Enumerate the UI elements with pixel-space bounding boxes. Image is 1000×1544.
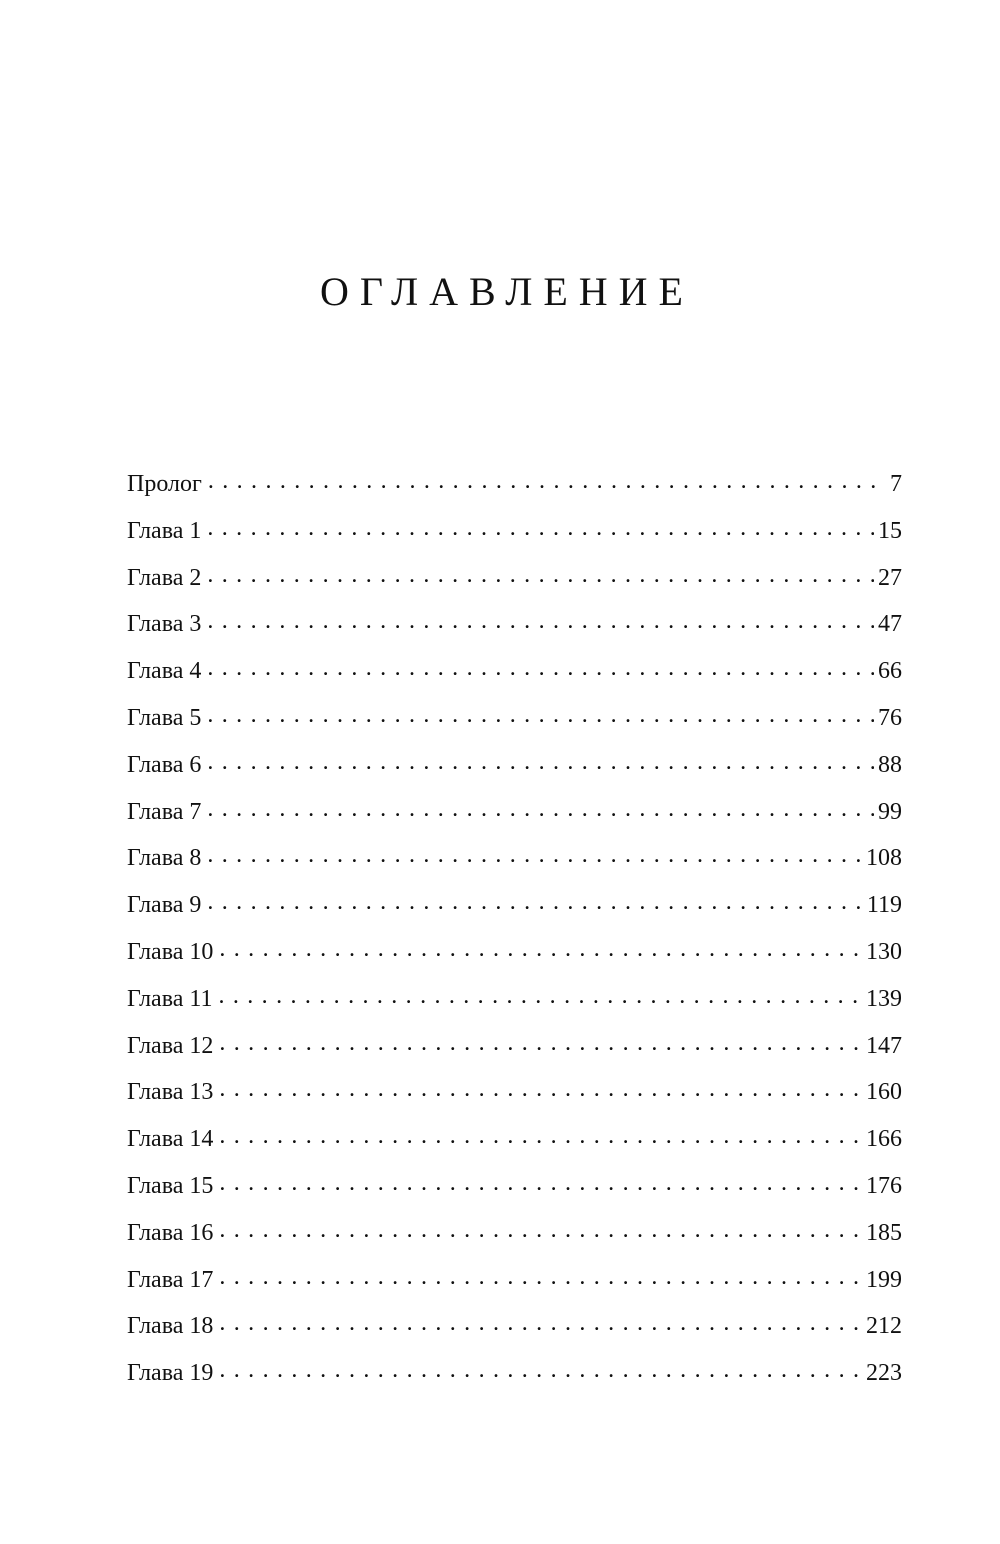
toc-entry-page: 119: [866, 892, 902, 919]
toc-entry-chapter-19[interactable]: [127, 1350, 902, 1397]
toc-entry-label: Глава 9: [127, 892, 202, 919]
toc-entry-chapter-4[interactable]: [127, 648, 902, 695]
toc-entry-chapter-15[interactable]: [127, 1163, 902, 1210]
toc-entry-page: 108: [866, 845, 902, 872]
toc-entry-label: Глава 3: [127, 611, 202, 638]
toc-entry-page: 139: [866, 985, 902, 1012]
toc-entry-chapter-11[interactable]: [127, 976, 902, 1023]
dot-leader: [207, 561, 874, 585]
toc-entry-page: 212: [866, 1313, 902, 1340]
dot-leader: [219, 1075, 862, 1099]
toc-entry-chapter-16[interactable]: [127, 1210, 902, 1257]
dot-leader: [219, 1263, 862, 1287]
dot-leader: [208, 467, 886, 491]
dot-leader: [219, 1169, 862, 1193]
toc-entry-label: Глава 19: [127, 1360, 214, 1387]
toc-entry-label: Глава 18: [127, 1313, 214, 1340]
toc-entry-page: 99: [878, 798, 902, 825]
toc-entry-label: Глава 6: [127, 751, 202, 778]
toc-entry-label: Глава 13: [127, 1079, 214, 1106]
dot-leader: [219, 1356, 862, 1380]
toc-entry-label: Глава 7: [127, 798, 202, 825]
toc-entry-chapter-14[interactable]: [127, 1116, 902, 1163]
toc-entry-label: Глава 14: [127, 1126, 214, 1153]
dot-leader: [207, 795, 874, 819]
toc-entry-chapter-18[interactable]: [127, 1303, 902, 1350]
dot-leader: [219, 1309, 862, 1333]
toc-entry-label: Пролог: [127, 471, 202, 497]
dot-leader: [207, 514, 874, 538]
toc-title: ОГЛАВЛЕНИЕ: [320, 269, 694, 314]
dot-leader: [207, 841, 862, 865]
toc-entry-page: 88: [878, 751, 902, 778]
toc-entry-page: 166: [866, 1126, 902, 1153]
toc-entry-chapter-2[interactable]: [127, 555, 902, 602]
toc-entry-label: Глава 15: [127, 1172, 214, 1199]
dot-leader: [207, 654, 874, 678]
toc-entry-page: 66: [878, 658, 902, 685]
dot-leader: [207, 888, 863, 912]
toc-entry-page: 199: [866, 1266, 902, 1293]
dot-leader: [219, 1122, 862, 1146]
dot-leader: [219, 1029, 862, 1053]
toc-entry-page: 147: [866, 1032, 902, 1059]
toc-entry-page: 160: [866, 1079, 902, 1106]
toc-entry-label: Глава 8: [127, 845, 202, 872]
toc-entry-page: 223: [866, 1360, 902, 1387]
toc-entry-chapter-17[interactable]: [127, 1257, 902, 1304]
toc-entry-chapter-10[interactable]: [127, 929, 902, 976]
toc-entry-label: Глава 2: [127, 564, 202, 591]
toc-entry-page: 176: [866, 1172, 902, 1199]
toc-entry-chapter-7[interactable]: [127, 789, 902, 836]
toc-entry-chapter-8[interactable]: [127, 835, 902, 882]
dot-leader: [207, 701, 874, 725]
toc-entry-label: Глава 10: [127, 938, 214, 965]
toc-entry-chapter-5[interactable]: [127, 695, 902, 742]
toc-entry-chapter-1[interactable]: [127, 508, 902, 555]
toc-entry-page: 47: [878, 611, 902, 638]
dot-leader: [218, 982, 862, 1006]
toc-entry-chapter-13[interactable]: [127, 1069, 902, 1116]
toc-entry-label: Глава 1: [127, 517, 202, 544]
toc-entry-label: Глава 17: [127, 1266, 214, 1293]
toc-entry-prologue[interactable]: [127, 461, 902, 508]
toc-entry-chapter-6[interactable]: [127, 742, 902, 789]
toc-entry-page: 27: [878, 564, 902, 591]
toc-entry-page: 130: [866, 938, 902, 965]
toc-entry-label: Глава 4: [127, 658, 202, 685]
toc-entry-label: Глава 11: [127, 985, 213, 1012]
toc-entry-label: Глава 16: [127, 1219, 214, 1246]
dot-leader: [219, 935, 862, 959]
toc-list: [127, 461, 902, 1397]
toc-entry-page: 76: [878, 704, 902, 731]
dot-leader: [207, 607, 874, 631]
toc-entry-page: 7: [890, 471, 902, 497]
toc-entry-chapter-9[interactable]: [127, 882, 902, 929]
toc-entry-label: Глава 5: [127, 704, 202, 731]
toc-entry-label: Глава 12: [127, 1032, 214, 1059]
toc-entry-page: 185: [866, 1219, 902, 1246]
toc-entry-chapter-12[interactable]: [127, 1023, 902, 1070]
dot-leader: [207, 748, 874, 772]
toc-entry-chapter-3[interactable]: [127, 601, 902, 648]
toc-entry-page: 15: [878, 517, 902, 544]
dot-leader: [219, 1216, 862, 1240]
